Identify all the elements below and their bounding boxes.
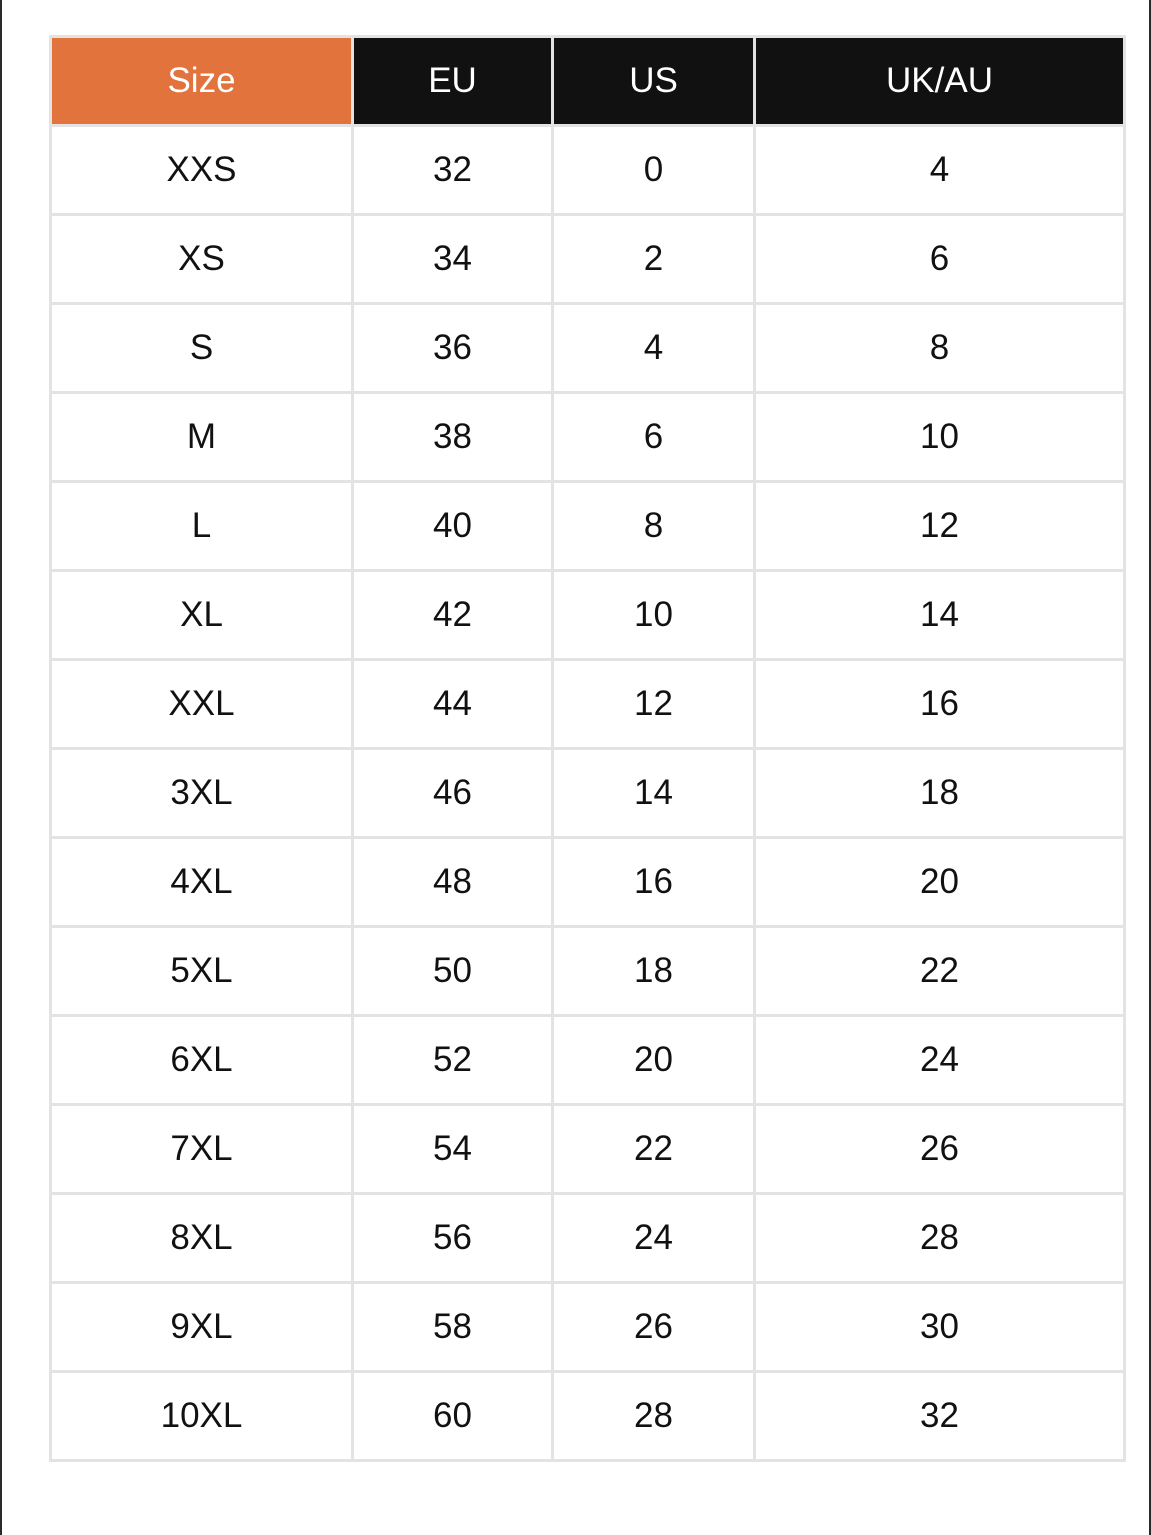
table-row	[51, 927, 1125, 1016]
header-eu: EU	[353, 37, 553, 126]
cell-eu: 40	[353, 482, 553, 571]
cell-us: 14	[553, 749, 755, 838]
table-row	[51, 1194, 1125, 1283]
cell-us: 16	[553, 838, 755, 927]
table-header	[51, 37, 1125, 126]
cell-us: 4	[553, 304, 755, 393]
size-chart-table	[49, 35, 1126, 1462]
cell-size: XXS	[51, 126, 353, 215]
table-row	[51, 749, 1125, 838]
table-row	[51, 838, 1125, 927]
cell-uk-au: 24	[755, 1016, 1125, 1105]
cell-us: 12	[553, 660, 755, 749]
cell-eu: 44	[353, 660, 553, 749]
cell-eu: 42	[353, 571, 553, 660]
cell-size: 10XL	[51, 1372, 353, 1461]
table-row	[51, 1283, 1125, 1372]
table-row	[51, 304, 1125, 393]
cell-size: 5XL	[51, 927, 353, 1016]
cell-uk-au: 8	[755, 304, 1125, 393]
table-body	[51, 126, 1125, 1461]
cell-size: M	[51, 393, 353, 482]
cell-size: 3XL	[51, 749, 353, 838]
table-row	[51, 482, 1125, 571]
cell-uk-au: 32	[755, 1372, 1125, 1461]
cell-eu: 58	[353, 1283, 553, 1372]
table-row	[51, 1372, 1125, 1461]
cell-eu: 32	[353, 126, 553, 215]
cell-eu: 60	[353, 1372, 553, 1461]
cell-size: L	[51, 482, 353, 571]
table-row	[51, 215, 1125, 304]
left-border	[0, 0, 2, 1535]
cell-us: 6	[553, 393, 755, 482]
table-row	[51, 1105, 1125, 1194]
cell-us: 10	[553, 571, 755, 660]
cell-size: XL	[51, 571, 353, 660]
cell-uk-au: 16	[755, 660, 1125, 749]
cell-size: 9XL	[51, 1283, 353, 1372]
table-row	[51, 126, 1125, 215]
cell-eu: 52	[353, 1016, 553, 1105]
cell-uk-au: 20	[755, 838, 1125, 927]
cell-eu: 36	[353, 304, 553, 393]
cell-eu: 46	[353, 749, 553, 838]
table-row	[51, 660, 1125, 749]
table-row	[51, 393, 1125, 482]
cell-us: 0	[553, 126, 755, 215]
cell-us: 2	[553, 215, 755, 304]
cell-size: 4XL	[51, 838, 353, 927]
cell-uk-au: 30	[755, 1283, 1125, 1372]
cell-uk-au: 10	[755, 393, 1125, 482]
cell-eu: 56	[353, 1194, 553, 1283]
cell-size: S	[51, 304, 353, 393]
cell-uk-au: 18	[755, 749, 1125, 838]
cell-size: XS	[51, 215, 353, 304]
cell-uk-au: 22	[755, 927, 1125, 1016]
cell-eu: 54	[353, 1105, 553, 1194]
cell-eu: 38	[353, 393, 553, 482]
table-row	[51, 1016, 1125, 1105]
cell-us: 26	[553, 1283, 755, 1372]
cell-uk-au: 26	[755, 1105, 1125, 1194]
cell-uk-au: 6	[755, 215, 1125, 304]
cell-size: 6XL	[51, 1016, 353, 1105]
header-us: US	[553, 37, 755, 126]
cell-eu: 48	[353, 838, 553, 927]
header-size: Size	[51, 37, 353, 126]
cell-uk-au: 14	[755, 571, 1125, 660]
cell-uk-au: 12	[755, 482, 1125, 571]
table-row	[51, 571, 1125, 660]
header-uk-au: UK/AU	[755, 37, 1125, 126]
cell-eu: 50	[353, 927, 553, 1016]
cell-us: 8	[553, 482, 755, 571]
cell-size: 7XL	[51, 1105, 353, 1194]
cell-us: 18	[553, 927, 755, 1016]
cell-us: 22	[553, 1105, 755, 1194]
cell-uk-au: 28	[755, 1194, 1125, 1283]
cell-eu: 34	[353, 215, 553, 304]
cell-us: 28	[553, 1372, 755, 1461]
cell-size: 8XL	[51, 1194, 353, 1283]
cell-us: 20	[553, 1016, 755, 1105]
cell-size: XXL	[51, 660, 353, 749]
cell-us: 24	[553, 1194, 755, 1283]
cell-uk-au: 4	[755, 126, 1125, 215]
header-row	[51, 37, 1125, 126]
